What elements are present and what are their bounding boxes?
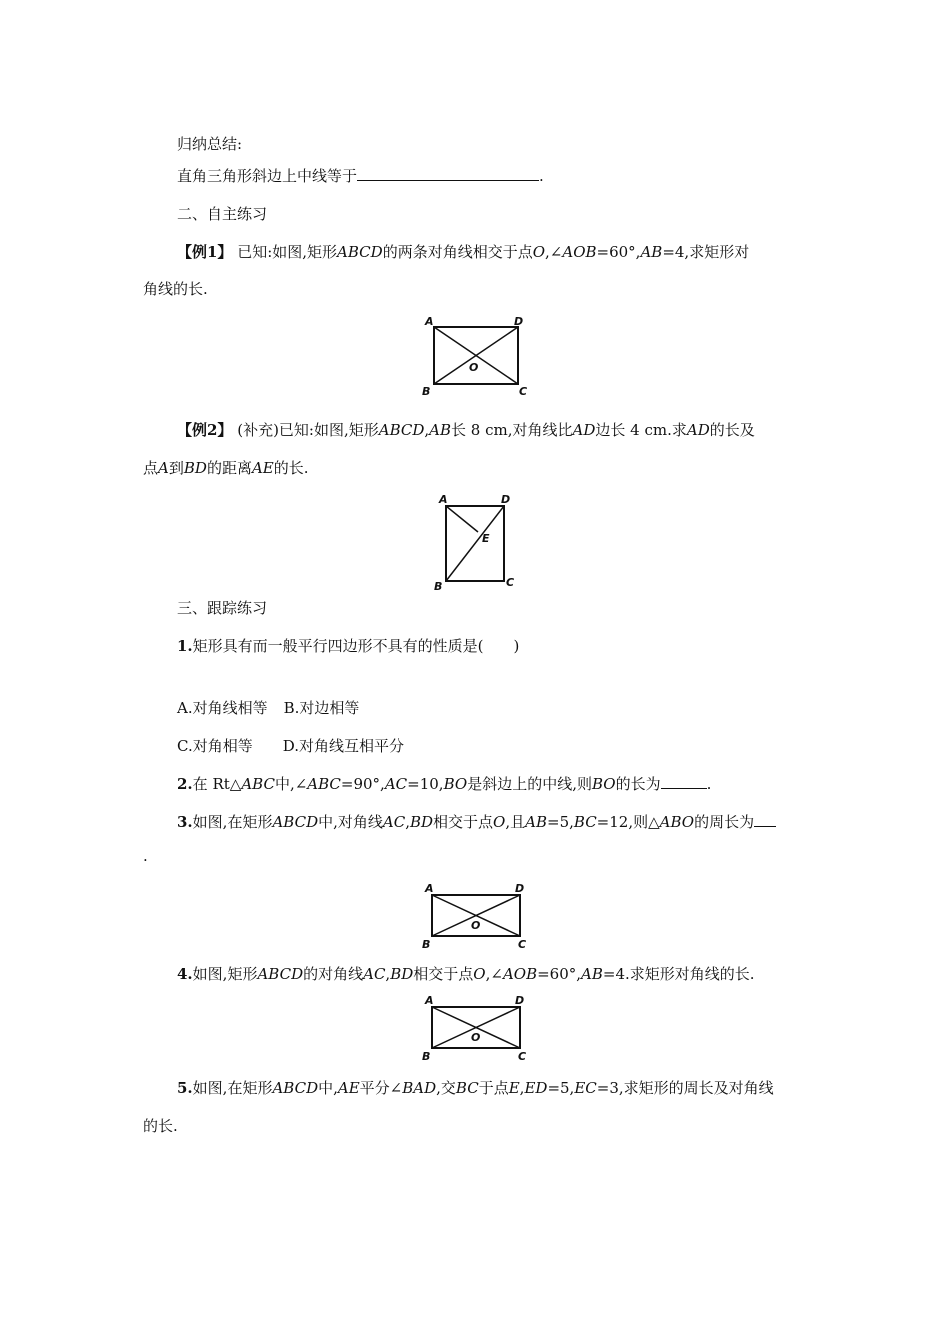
question-1-options-cd <box>177 736 404 756</box>
label-e: E <box>482 532 490 545</box>
answer-blank[interactable] <box>754 812 776 827</box>
option-c[interactable]: C.对角相等 <box>177 737 253 755</box>
question-5-line-2: 的长. <box>143 1117 178 1135</box>
summary-statement: 直角三角形斜边上中线等于 . <box>177 167 544 185</box>
label-c: C <box>518 1050 527 1063</box>
section-3-title: 三、跟踪练习 <box>177 599 268 617</box>
summary-heading: 归纳总结: <box>177 135 243 153</box>
label-b: B <box>422 938 431 951</box>
label-d: D <box>515 882 525 895</box>
answer-blank[interactable] <box>661 774 707 789</box>
example-2-line-2: 点A到BD的距离AE的长. <box>143 459 309 477</box>
label-a: A <box>425 994 434 1007</box>
question-2: 2.在 Rt△ABC中,∠ABC=90°,AC=10,BO是斜边上的中线,则BO的长为 . <box>177 775 712 793</box>
question-3-line-2: . <box>143 847 148 865</box>
question-4: 4.如图,矩形ABCD的对角线AC,BD相交于点O,∠AOB=60°,AB=4.求矩形对角线的长. <box>177 965 755 983</box>
option-a[interactable]: A.对角线相等 <box>177 699 268 717</box>
label-c: C <box>519 385 528 398</box>
label-b: B <box>422 1050 431 1063</box>
question-4-figure <box>418 992 534 1064</box>
label-a: A <box>425 315 434 328</box>
label-d: D <box>501 493 511 506</box>
example-1-figure <box>420 313 530 398</box>
question-3-figure <box>418 880 534 952</box>
label-b: B <box>422 385 431 398</box>
label-c: C <box>518 938 527 951</box>
example-2-line-1: 【例2】 (补充)已知:如图,矩形ABCD,AB长 8 cm,对角线比AD边长 4 cm.求AD的长及 <box>177 421 755 439</box>
label-o: O <box>471 1031 481 1044</box>
question-3-line-1: 3.如图,在矩形ABCD中,对角线AC,BD相交于点O,且AB=5,BC=12,则△ABO的周长为 <box>177 812 776 832</box>
label-o: O <box>471 919 481 932</box>
option-d[interactable]: D.对角线互相平分 <box>282 737 404 755</box>
example-2-figure <box>430 490 520 592</box>
question-1: 1.矩形具有而一般平行四边形不具有的性质是( ) <box>177 637 520 655</box>
question-1-options-ab <box>177 698 359 718</box>
label-a: A <box>439 493 448 506</box>
example-1-line-1: 【例1】 已知:如图,矩形ABCD的两条对角线相交于点O,∠AOB=60°,AB=4,求矩形对 <box>177 243 750 261</box>
answer-blank[interactable] <box>357 166 539 181</box>
label-o: O <box>469 361 479 374</box>
label-d: D <box>514 315 524 328</box>
label-d: D <box>515 994 525 1007</box>
example-1-line-2: 角线的长. <box>143 280 208 298</box>
label-a: A <box>425 882 434 895</box>
question-5-line-1: 5.如图,在矩形ABCD中,AE平分∠BAD,交BC于点E,ED=5,EC=3,求矩形的周长及对角线 <box>177 1079 774 1097</box>
label-c: C <box>506 576 515 589</box>
section-2-title: 二、自主练习 <box>177 205 268 223</box>
option-b[interactable]: B.对边相等 <box>283 699 360 717</box>
label-b: B <box>434 580 443 593</box>
